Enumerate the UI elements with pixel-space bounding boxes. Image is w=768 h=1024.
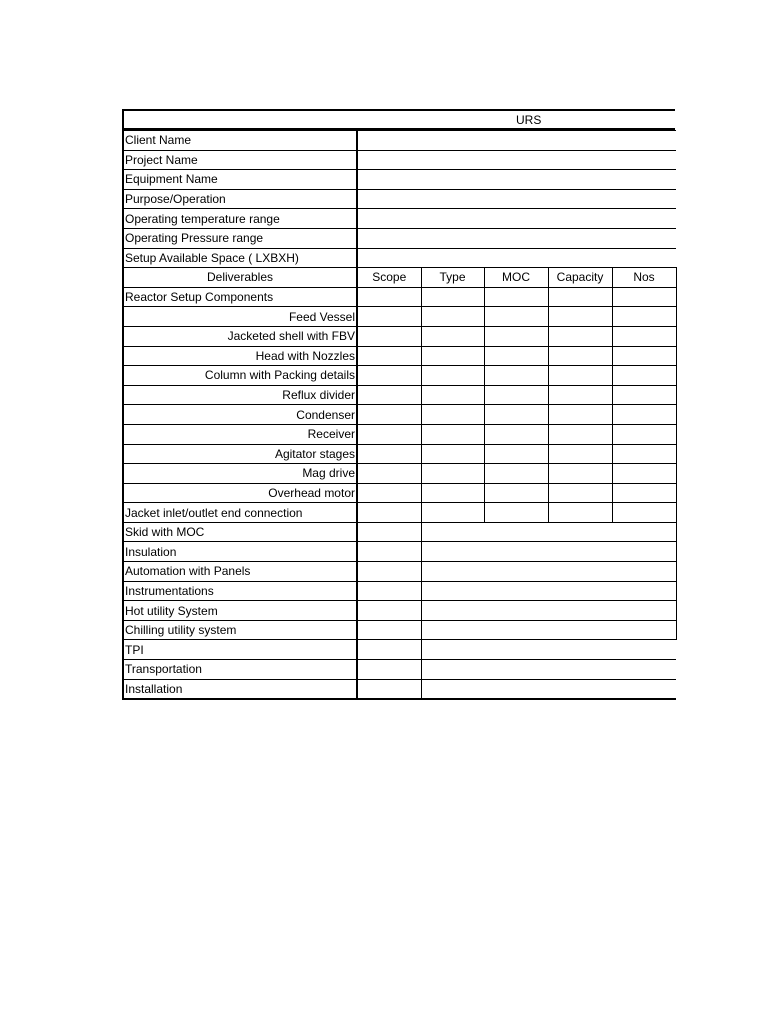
- scope-cell[interactable]: [357, 542, 421, 562]
- moc-cell[interactable]: [484, 307, 548, 327]
- nos-cell[interactable]: [612, 346, 676, 366]
- component-label: Reflux divider: [123, 385, 357, 405]
- nos-cell[interactable]: [612, 326, 676, 346]
- scope-cell[interactable]: [357, 679, 421, 699]
- info-row: [123, 170, 676, 190]
- moc-cell[interactable]: [484, 405, 548, 425]
- remarks-cell[interactable]: [421, 640, 676, 660]
- nos-cell[interactable]: [612, 483, 676, 503]
- info-value-cell[interactable]: [357, 150, 676, 170]
- info-value-cell[interactable]: [357, 209, 676, 229]
- type-header: Type: [421, 268, 484, 288]
- scope-row-label: Skid with MOC: [123, 522, 357, 542]
- urs-sheet: [122, 109, 675, 700]
- component-label: Mag drive: [123, 464, 357, 484]
- info-label: Operating Pressure range: [123, 228, 357, 248]
- component-row: [123, 385, 676, 405]
- scope-row: [123, 679, 676, 699]
- capacity-cell[interactable]: [548, 503, 612, 523]
- component-label: Jacketed shell with FBV: [123, 326, 357, 346]
- component-row: [123, 483, 676, 503]
- capacity-cell[interactable]: [548, 366, 612, 386]
- capacity-cell[interactable]: [548, 464, 612, 484]
- type-cell[interactable]: [421, 385, 484, 405]
- scope-row: [123, 581, 676, 601]
- info-value-cell[interactable]: [357, 131, 676, 151]
- scope-row: [123, 660, 676, 680]
- info-label: Project Name: [123, 150, 357, 170]
- nos-cell[interactable]: [612, 503, 676, 523]
- capacity-cell[interactable]: [548, 444, 612, 464]
- nos-cell[interactable]: [612, 405, 676, 425]
- info-value-cell[interactable]: [357, 189, 676, 209]
- scope-cell[interactable]: [357, 366, 421, 386]
- scope-row-label: Insulation: [123, 542, 357, 562]
- scope-cell[interactable]: [357, 326, 421, 346]
- component-label: Column with Packing details: [123, 366, 357, 386]
- info-row: [123, 228, 676, 248]
- component-row: [123, 444, 676, 464]
- scope-cell[interactable]: [357, 405, 421, 425]
- scope-cell[interactable]: [357, 346, 421, 366]
- type-cell[interactable]: [421, 287, 484, 307]
- jacket-label: Jacket inlet/outlet end connection: [123, 503, 357, 523]
- capacity-cell[interactable]: [548, 346, 612, 366]
- moc-cell[interactable]: [484, 464, 548, 484]
- scope-cell[interactable]: [357, 464, 421, 484]
- scope-cell[interactable]: [357, 424, 421, 444]
- nos-header: Nos: [612, 268, 676, 288]
- scope-row-label: TPI: [123, 640, 357, 660]
- moc-cell[interactable]: [484, 326, 548, 346]
- capacity-cell[interactable]: [548, 307, 612, 327]
- scope-cell[interactable]: [357, 562, 421, 582]
- sheet-title: URS: [516, 112, 542, 127]
- info-value-cell[interactable]: [357, 248, 676, 268]
- component-row: [123, 326, 676, 346]
- scope-cell[interactable]: [357, 522, 421, 542]
- scope-header: Scope: [357, 268, 421, 288]
- scope-cell[interactable]: [357, 444, 421, 464]
- component-row: [123, 405, 676, 425]
- info-value-cell[interactable]: [357, 228, 676, 248]
- nos-cell[interactable]: [612, 307, 676, 327]
- scope-row-label: Instrumentations: [123, 581, 357, 601]
- type-cell[interactable]: [421, 405, 484, 425]
- type-cell[interactable]: [421, 424, 484, 444]
- scope-row: [123, 562, 676, 582]
- type-cell[interactable]: [421, 503, 484, 523]
- component-group-row: [123, 287, 676, 307]
- info-label: Equipment Name: [123, 170, 357, 190]
- component-row: [123, 366, 676, 386]
- info-row: [123, 209, 676, 229]
- component-row: [123, 464, 676, 484]
- scope-cell[interactable]: [357, 601, 421, 621]
- scope-cell[interactable]: [357, 385, 421, 405]
- component-row: [123, 346, 676, 366]
- remarks-cell[interactable]: [421, 581, 676, 601]
- remarks-cell[interactable]: [421, 522, 676, 542]
- scope-cell[interactable]: [357, 503, 421, 523]
- component-label: Overhead motor: [123, 483, 357, 503]
- scope-cell[interactable]: [357, 581, 421, 601]
- scope-row: [123, 601, 676, 621]
- nos-cell[interactable]: [612, 464, 676, 484]
- scope-row-label: Transportation: [123, 660, 357, 680]
- info-value-cell[interactable]: [357, 170, 676, 190]
- info-label: Setup Available Space ( LXBXH): [123, 248, 357, 268]
- nos-cell[interactable]: [612, 287, 676, 307]
- scope-cell[interactable]: [357, 640, 421, 660]
- moc-cell[interactable]: [484, 287, 548, 307]
- type-cell[interactable]: [421, 444, 484, 464]
- moc-cell[interactable]: [484, 346, 548, 366]
- info-row: [123, 150, 676, 170]
- moc-cell[interactable]: [484, 483, 548, 503]
- sheet-title-row: [122, 109, 675, 130]
- remarks-cell[interactable]: [421, 601, 676, 621]
- urs-table: [122, 130, 677, 700]
- info-row: [123, 189, 676, 209]
- capacity-header: Capacity: [548, 268, 612, 288]
- moc-cell[interactable]: [484, 385, 548, 405]
- scope-row: [123, 522, 676, 542]
- scope-cell[interactable]: [357, 660, 421, 680]
- info-row: [123, 131, 676, 151]
- scope-row-label: Chilling utility system: [123, 620, 357, 640]
- type-cell[interactable]: [421, 366, 484, 386]
- capacity-cell[interactable]: [548, 385, 612, 405]
- moc-cell[interactable]: [484, 424, 548, 444]
- component-label: Condenser: [123, 405, 357, 425]
- capacity-cell[interactable]: [548, 483, 612, 503]
- jacket-row: [123, 503, 676, 523]
- component-label: Agitator stages: [123, 444, 357, 464]
- capacity-cell[interactable]: [548, 424, 612, 444]
- component-label: Feed Vessel: [123, 307, 357, 327]
- scope-row: [123, 542, 676, 562]
- scope-row-label: Hot utility System: [123, 601, 357, 621]
- scope-cell[interactable]: [357, 483, 421, 503]
- remarks-cell[interactable]: [421, 542, 676, 562]
- scope-row: [123, 620, 676, 640]
- info-label: Operating temperature range: [123, 209, 357, 229]
- remarks-cell[interactable]: [421, 562, 676, 582]
- scope-cell[interactable]: [357, 620, 421, 640]
- capacity-cell[interactable]: [548, 287, 612, 307]
- scope-cell[interactable]: [357, 307, 421, 327]
- scope-cell[interactable]: [357, 287, 421, 307]
- nos-cell[interactable]: [612, 385, 676, 405]
- info-label: Client Name: [123, 131, 357, 151]
- scope-row-label: Installation: [123, 679, 357, 699]
- component-label: Head with Nozzles: [123, 346, 357, 366]
- remarks-cell[interactable]: [421, 660, 676, 680]
- component-group-label: Reactor Setup Components: [123, 287, 357, 307]
- remarks-cell[interactable]: [421, 679, 676, 699]
- type-cell[interactable]: [421, 326, 484, 346]
- info-row: [123, 248, 676, 268]
- deliverables-header: Deliverables: [123, 268, 357, 288]
- moc-header: MOC: [484, 268, 548, 288]
- capacity-cell[interactable]: [548, 405, 612, 425]
- remarks-cell[interactable]: [421, 620, 676, 640]
- nos-cell[interactable]: [612, 366, 676, 386]
- nos-cell[interactable]: [612, 424, 676, 444]
- type-cell[interactable]: [421, 346, 484, 366]
- scope-row: [123, 640, 676, 660]
- moc-cell[interactable]: [484, 503, 548, 523]
- info-label: Purpose/Operation: [123, 189, 357, 209]
- deliverables-header-row: [123, 268, 676, 288]
- type-cell[interactable]: [421, 464, 484, 484]
- nos-cell[interactable]: [612, 444, 676, 464]
- type-cell[interactable]: [421, 483, 484, 503]
- scope-row-label: Automation with Panels: [123, 562, 357, 582]
- moc-cell[interactable]: [484, 444, 548, 464]
- component-label: Receiver: [123, 424, 357, 444]
- component-row: [123, 424, 676, 444]
- type-cell[interactable]: [421, 307, 484, 327]
- moc-cell[interactable]: [484, 366, 548, 386]
- component-row: [123, 307, 676, 327]
- capacity-cell[interactable]: [548, 326, 612, 346]
